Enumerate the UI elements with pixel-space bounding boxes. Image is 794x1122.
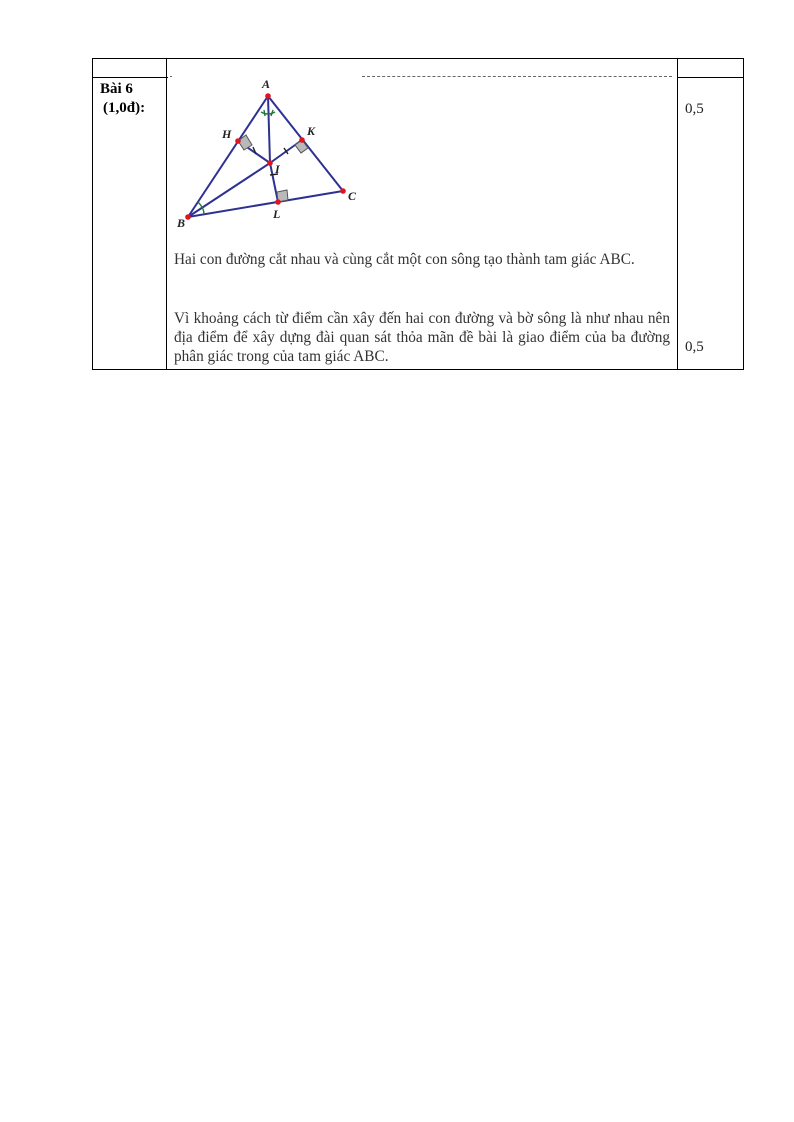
table-divider-2 [677,58,678,370]
answer-paragraph-1: Hai con đường cắt nhau và cùng cắt một con sông tạo thành tam giác ABC. [174,251,635,268]
table-border-bottom [92,369,744,370]
answer-paragraph-2: Vì khoảng cách từ điểm cần xây đến hai con đường và bờ sông là như nhau nên địa điểm để xây dựng đài quan sát thỏa mãn đề bài là giao điểm của ba đường phân giác trong của tam giác ABC. [174,310,670,365]
label-k: K [307,124,316,138]
answer-table [92,58,744,370]
triangle-figure [174,78,404,238]
score-2: 0,5 [685,339,704,355]
label-l: L [273,207,281,221]
point-i [267,160,273,166]
bisector-bi [188,163,270,217]
point-l [275,199,281,205]
dashed-rule-left [170,76,172,77]
side-bc [188,191,343,217]
angle-tick-a1 [264,110,265,116]
table-row-divider-right [677,77,744,78]
label-h: H [222,127,232,141]
point-a [265,93,271,99]
problem-title: Bài 6 [100,81,133,97]
side-ac [268,96,343,191]
problem-points: (1,0đ): [103,100,146,116]
angle-tick-a2 [271,110,273,116]
table-border-right [743,58,744,370]
table-divider-1 [166,58,167,370]
label-i: I [275,162,280,176]
problem-label [100,80,166,118]
point-b [185,214,191,220]
table-border-top [92,58,744,59]
point-h [235,138,241,144]
score-1: 0,5 [685,101,704,117]
dashed-rule-right [362,76,672,77]
side-ab [188,96,268,217]
point-k [299,137,305,143]
label-a: A [262,78,271,91]
table-row-divider-left [92,77,168,78]
label-c: C [348,189,357,203]
bisector-ai [268,96,270,163]
label-b: B [177,216,186,230]
point-c [340,188,346,194]
table-border-left [92,58,93,370]
